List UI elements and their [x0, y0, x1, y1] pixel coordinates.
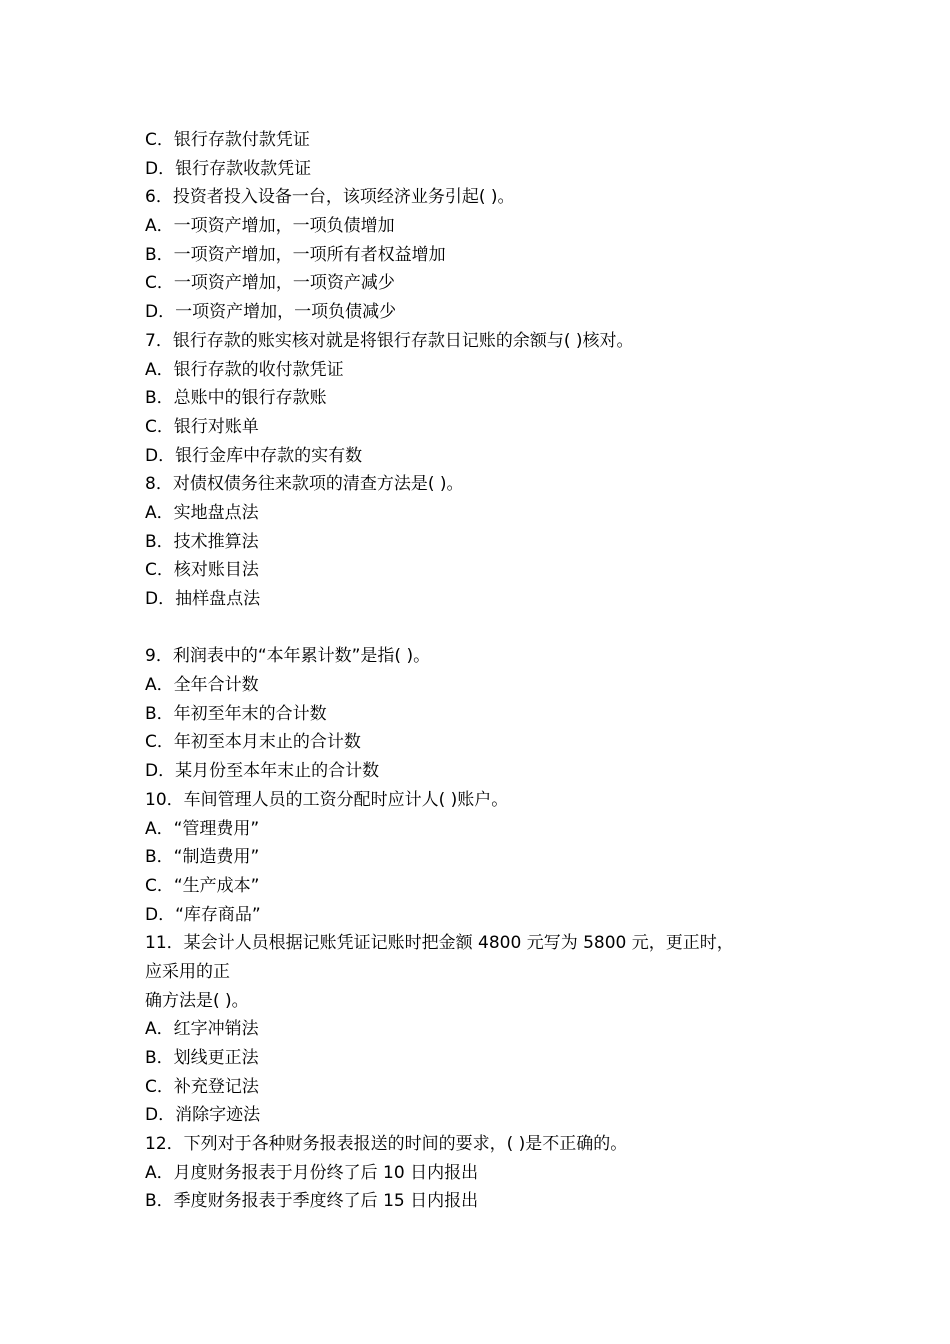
option-line: C．核对账目法	[145, 560, 259, 581]
question-line-continued: 应采用的正	[145, 961, 230, 982]
option-line: C．年初至本月末止的合计数	[145, 732, 361, 753]
question-line: 11．某会计人员根据记账凭证记账时把金额 4800 元写为 5800 元，更正时，	[145, 933, 734, 954]
option-line: C．银行对账单	[145, 416, 259, 437]
option-line: B．“制造费用”	[145, 847, 260, 868]
option-line: B．一项资产增加，一项所有者权益增加	[145, 244, 446, 265]
option-line: B．季度财务报表于季度终了后 15 日内报出	[145, 1191, 479, 1212]
option-line: D．“库存商品”	[145, 904, 261, 925]
option-line: A．银行存款的收付款凭证	[145, 359, 344, 380]
question-line: 7．银行存款的账实核对就是将银行存款日记账的余额与( )核对。	[145, 330, 634, 351]
question-line: 12．下列对于各种财务报表报送的时间的要求，( )是不正确的。	[145, 1134, 628, 1155]
option-line: C．银行存款付款凭证	[145, 130, 310, 150]
option-line: A．全年合计数	[145, 675, 259, 696]
option-line: C．“生产成本”	[145, 875, 260, 896]
option-line: A．红字冲销法	[145, 1019, 259, 1040]
option-line: D．消除字迹法	[145, 1105, 261, 1126]
option-line: D．银行存款收款凭证	[145, 158, 312, 179]
option-line: B．技术推算法	[145, 531, 259, 552]
option-line: D．抽样盘点法	[145, 589, 261, 609]
option-line: A．一项资产增加，一项负债增加	[145, 216, 395, 237]
option-line: B．划线更正法	[145, 1048, 259, 1068]
option-line: D．某月份至本年末止的合计数	[145, 761, 380, 782]
document-body	[145, 126, 825, 1216]
blank-line	[145, 614, 825, 643]
option-line: B．年初至年末的合计数	[145, 703, 327, 724]
question-line: 9．利润表中的“本年累计数”是指( )。	[145, 646, 431, 667]
option-line: A．月度财务报表于月份终了后 10 日内报出	[145, 1162, 479, 1183]
option-line: D．一项资产增加，一项负债减少	[145, 302, 397, 323]
question-line-continued: 确方法是( )。	[145, 990, 249, 1011]
option-line: C．补充登记法	[145, 1076, 259, 1097]
option-line: A．实地盘点法	[145, 502, 259, 523]
question-line: 10．车间管理人员的工资分配时应计人( )账户。	[145, 789, 509, 810]
question-line: 8．对债权债务往来款项的清查方法是( )。	[145, 474, 464, 495]
option-line: B．总账中的银行存款账	[145, 388, 327, 409]
option-line: C．一项资产增加，一项资产减少	[145, 273, 395, 294]
option-line: D．银行金库中存款的实有数	[145, 445, 363, 466]
question-line: 6．投资者投入设备一台，该项经济业务引起( )。	[145, 187, 515, 208]
option-line: A．“管理费用”	[145, 818, 260, 839]
